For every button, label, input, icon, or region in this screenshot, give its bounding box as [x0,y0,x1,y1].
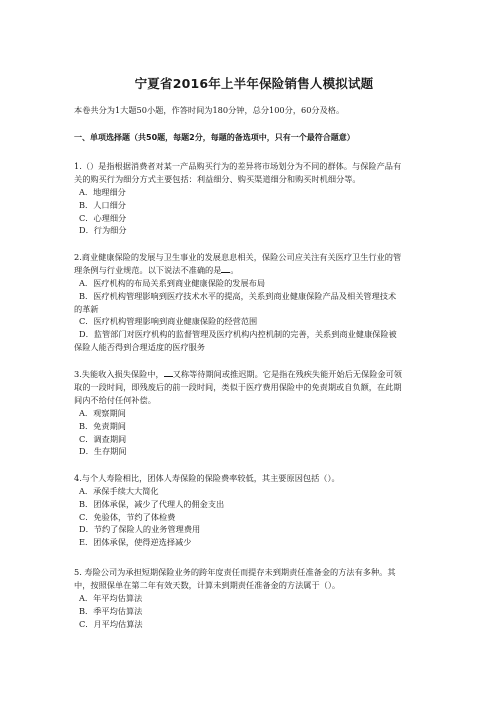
answer-blank [164,368,173,377]
option-c: C．心理细分 [79,212,127,223]
question-stem [74,264,434,277]
question-1 [74,160,434,237]
option-d: D．监管部门对医疗机构的监督管理及医疗机构内控机制的完善，关系到商业健康保险被 [79,329,397,340]
option-a: A．医疗机构的布局关系到商业健康保险的发展布局 [79,278,266,288]
option-d: D．生存期间 [79,446,127,457]
stem-text: 。 [230,265,239,275]
stem-text: 又称等待期间或推迟期。它是指在残疾失能开始后无保险金可领 [172,369,402,379]
question-stem [74,368,434,381]
option-d: D．节约了保险人的业务管理费用 [79,524,201,535]
question-stem: 2.商业健康保险的发展与卫生事业的发展息息相关，保险公司应关注有关医疗卫生行业的管 [74,252,402,262]
option-c: C．医疗机构管理影响到商业健康保险的经营范围 [79,316,258,327]
option-a: A．年平均估算法 [79,593,143,603]
option-b: B．医疗机构管理影响到医疗技术水平的提高，关系到商业健康保险产品及相关管理技术 [79,290,397,301]
question-stem: 取的一段时间，即残废后的前一段时间，类似于医疗费用保险中的免责期或自负额，在此期 [74,382,402,392]
question-stem: 中，按照保单在第二年有效天数，计算未到期责任准备金的方法属于（）。 [74,580,341,590]
option-b-continued: 的革新 [74,303,99,314]
exam-intro: 本卷共分为1大题50小题，作答时间为180分钟，总分100分，60分及格。 [74,105,345,115]
option-b: B．季平均估算法 [79,605,143,616]
option-a: A．地理细分 [79,187,126,197]
option-a: A．承保手续大大简化 [79,486,159,496]
option-b: B．团体承保，减少了代理人的佣金支出 [79,498,225,509]
question-stem: 关的购买行为细分方式主要包括：利益细分、购买渠道细分和购买时机细分等。 [74,174,361,184]
option-e: E．团体承保，使得逆选择减少 [79,537,192,548]
option-c: C．调查期间 [79,433,127,444]
stem-text: 理条例与行业规范。以下说法不准确的是 [74,265,222,275]
stem-text: 3.失能收入损失保险中， [74,369,164,379]
question-stem: 4.与个人寿险相比，团体人寿保险的保险费率较低，其主要原因包括（）。 [74,473,340,483]
option-b: B．免责期间 [79,420,126,431]
document-title: 宁夏省2016年上半年保险销售人模拟试题 [134,76,374,91]
section-heading: 一、单项选择题（共50题，每题2分，每题的备选项中，只有一个最符合题意） [74,133,355,142]
question-stem: 间内不给付任何补偿。 [74,395,156,405]
option-d-continued: 保险人能否得到合理适度的医疗服务 [74,341,206,352]
option-a: A．观察期间 [79,408,126,418]
option-c: C．月平均估算法 [79,618,143,629]
question-3 [74,368,434,458]
option-d: D．行为细分 [79,225,127,236]
question-4 [74,472,434,549]
question-5 [74,566,434,630]
question-stem: 5. 寿险公司为承担短期保险业务的跨年度责任而提存未到期责任准备金的方法有多种。其 [74,567,396,577]
question-stem: 1.（）是指根据消费者对某一产品购买行为的差异将市场划分为不同的群体。与保险产品有 [74,161,402,171]
question-2 [74,251,434,354]
option-b: B．人口细分 [79,199,126,210]
option-c: C．免验体，节约了体检费 [79,511,176,522]
